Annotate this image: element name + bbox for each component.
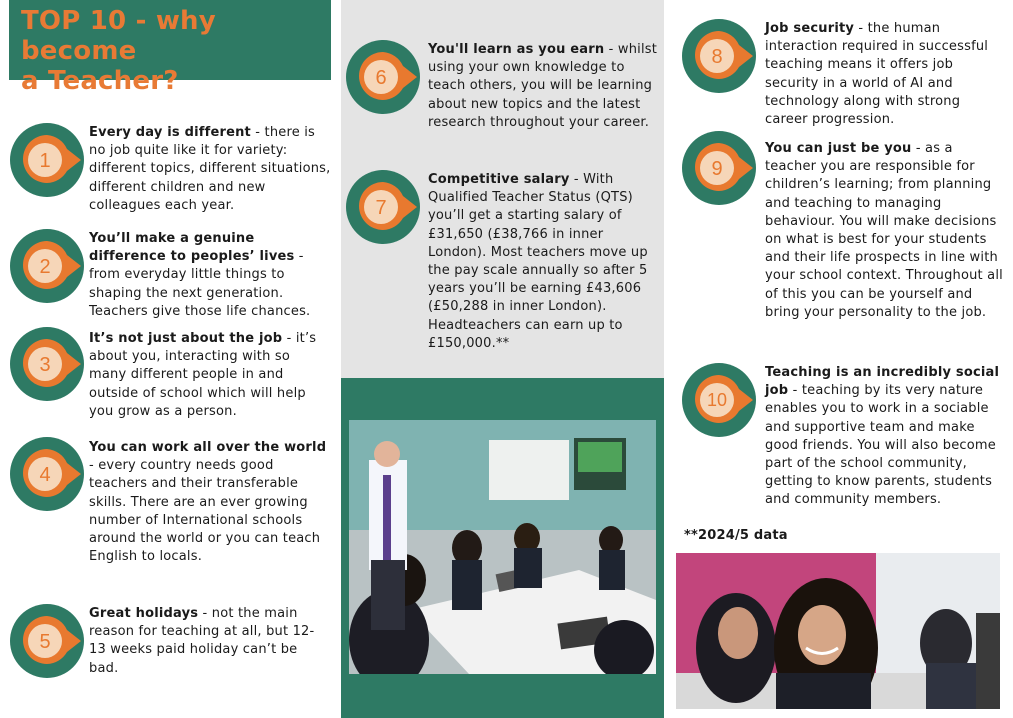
footnote: **2024/5 data <box>684 528 788 543</box>
badge-number: 2 <box>39 256 51 278</box>
reason-7 <box>428 171 654 353</box>
number-badge-5-icon <box>9 603 85 679</box>
badge-number: 5 <box>39 631 51 653</box>
reason-body: - teaching by its very nature enables you to work in a sociable and supportive team and make good friends. You will also become part of the school community, getting to know parents, students and community members. <box>765 383 996 508</box>
title-line-2: a Teacher? <box>21 66 179 96</box>
reason-9 <box>765 140 1005 322</box>
classroom-photo <box>349 420 656 674</box>
reason-heading: You’ll make a genuine difference to peoples’ lives <box>89 231 295 265</box>
reason-8 <box>765 20 1005 129</box>
page-title <box>9 0 331 96</box>
number-badge-3-icon <box>9 326 85 402</box>
reason-body: - whilst using your own knowledge to teach others, you will be learning about new topics and the latest research throughout your career. <box>428 42 658 130</box>
reason-body: - With Qualified Teacher Status (QTS) you’ll get a starting salary of £31,650 (£38,766 in inner London). Most teachers move up the pay scale annually so after 5 years you’ll be earning £43,606 (£50,288 in inner London). Headteachers can earn up to £150,000.** <box>428 172 648 351</box>
number-badge-4-icon <box>9 436 85 512</box>
reason-body: - every country needs good teachers and their transferable skills. There are an ever growing number of International schools around the world or you can teach English to locals. <box>89 458 321 565</box>
reason-10 <box>765 364 1005 510</box>
number-badge-1-icon <box>9 122 85 198</box>
badge-number: 3 <box>39 354 51 376</box>
reason-6 <box>428 41 660 132</box>
badge-number: 6 <box>375 67 387 89</box>
title-line-1: TOP 10 - why become <box>21 6 216 66</box>
number-badge-10-icon <box>681 362 757 438</box>
reason-5 <box>89 605 321 678</box>
reason-body: - it’s about you, interacting with so many different people in and outside of school which will help you grow as a person. <box>89 331 317 419</box>
number-badge-2-icon <box>9 228 85 304</box>
badge-number: 4 <box>39 464 51 486</box>
students-photo <box>676 553 1000 709</box>
reason-body: - the human interaction required in successful teaching means it offers job security in a world of AI and technology along with strong career progression. <box>765 21 989 128</box>
badge-number: 1 <box>39 150 51 172</box>
reason-body: - not the main reason for teaching at all, but 12-13 weeks paid holiday can’t be bad. <box>89 606 315 676</box>
reason-heading: Every day is different <box>89 125 251 140</box>
reason-heading: You can just be you <box>765 141 912 156</box>
badge-number: 8 <box>711 46 723 68</box>
number-badge-7-icon <box>345 169 421 245</box>
badge-number: 7 <box>375 197 387 219</box>
reason-heading: You can work all over the world <box>89 440 327 455</box>
reason-heading: Great holidays <box>89 606 199 621</box>
reason-2 <box>89 230 333 321</box>
reason-heading: Job security <box>765 21 855 36</box>
number-badge-9-icon <box>681 130 757 206</box>
reason-heading: Competitive salary <box>428 172 570 187</box>
reason-heading: Teaching is an incredibly social job <box>765 365 1000 399</box>
reason-1 <box>89 124 333 215</box>
badge-number: 9 <box>711 158 723 180</box>
number-badge-6-icon <box>345 39 421 115</box>
reason-heading: You'll learn as you earn <box>428 42 605 57</box>
reason-body: - from everyday little things to shaping the next generation. Teachers give those life chances. <box>89 249 311 319</box>
reason-body: - as a teacher you are responsible for children’s learning; from planning and teaching to managing behaviour. You will make decisions on what is best for your students and their life prospects in line with your school context. Throughout all of this you can be yourself and bring your personality to the job. <box>765 141 1003 320</box>
reason-body: - there is no job quite like it for variety: different topics, different situations, different children and new colleagues each year. <box>89 125 331 213</box>
number-badge-8-icon <box>681 18 757 94</box>
reason-heading: It’s not just about the job <box>89 331 283 346</box>
reason-4 <box>89 439 329 566</box>
reason-3 <box>89 330 325 421</box>
badge-number: 10 <box>706 390 728 410</box>
